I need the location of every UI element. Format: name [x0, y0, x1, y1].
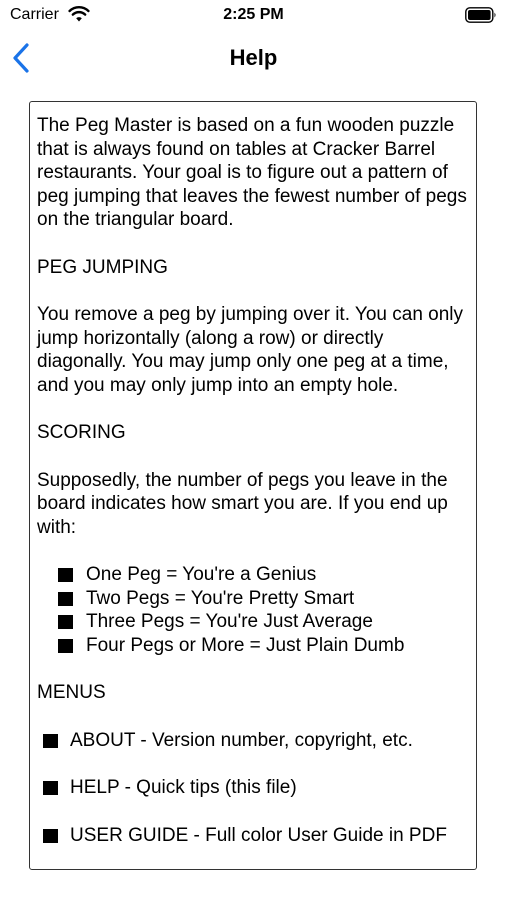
help-content: [30, 102, 476, 847]
peg-jumping-heading: PEG JUMPING: [37, 256, 168, 278]
help-text-view[interactable]: [29, 101, 477, 870]
bullet-square-icon: [58, 592, 73, 606]
status-time: 2:25 PM: [223, 6, 284, 23]
bullet-square-icon: [58, 568, 73, 582]
bullet-square-icon: [43, 829, 58, 843]
status-bar: [0, 0, 507, 32]
menus-heading: MENUS: [37, 682, 106, 703]
menu-description-label: ABOUT - Version number, copyright, etc.: [70, 729, 413, 751]
menu-description-about: [37, 729, 470, 753]
score-label: Three Pegs = You're Just Average: [86, 611, 373, 632]
scoring-paragraph: Supposedly, the number of pegs you leave in the board indicates how smart you are. If you end up with:: [37, 469, 448, 538]
peg-jumping-paragraph: You remove a peg by jumping over it. You can only jump horizontally (along a row) or directly diagonally. You may jump only one peg at a time, and you may only jump into an empty hole.: [37, 304, 464, 396]
score-label: Two Pegs = You're Pretty Smart: [86, 587, 355, 609]
menu-description-label: HELP - Quick tips (this file): [70, 777, 297, 798]
list-item: [58, 587, 470, 611]
menu-description-user-guide: [37, 824, 470, 848]
bullet-square-icon: [58, 639, 73, 653]
menu-description-help: [37, 776, 470, 800]
scoring-heading: SCORING: [37, 422, 126, 443]
carrier-label: Carrier: [10, 6, 59, 23]
list-item: [58, 610, 470, 634]
menu-description-label: USER GUIDE - Full color User Guide in PDF: [70, 824, 447, 846]
bullet-square-icon: [43, 734, 58, 748]
score-label: One Peg = You're a Genius: [86, 564, 317, 585]
bullet-square-icon: [58, 615, 73, 629]
list-item: [58, 634, 470, 658]
navigation-bar: [0, 32, 507, 86]
intro-paragraph: The Peg Master is based on a fun wooden puzzle that is always found on tables at Cracker Barrel restaurants. Your goal is to figure out a pattern of peg jumping that leaves the fewest number of pegs on the triangular board.: [37, 115, 467, 230]
page-title: Help: [229, 45, 278, 70]
score-list: [37, 563, 470, 657]
bullet-square-icon: [43, 781, 58, 795]
battery-icon: [465, 7, 497, 23]
list-item: [58, 563, 470, 587]
score-label: Four Pegs or More = Just Plain Dumb: [86, 634, 405, 656]
